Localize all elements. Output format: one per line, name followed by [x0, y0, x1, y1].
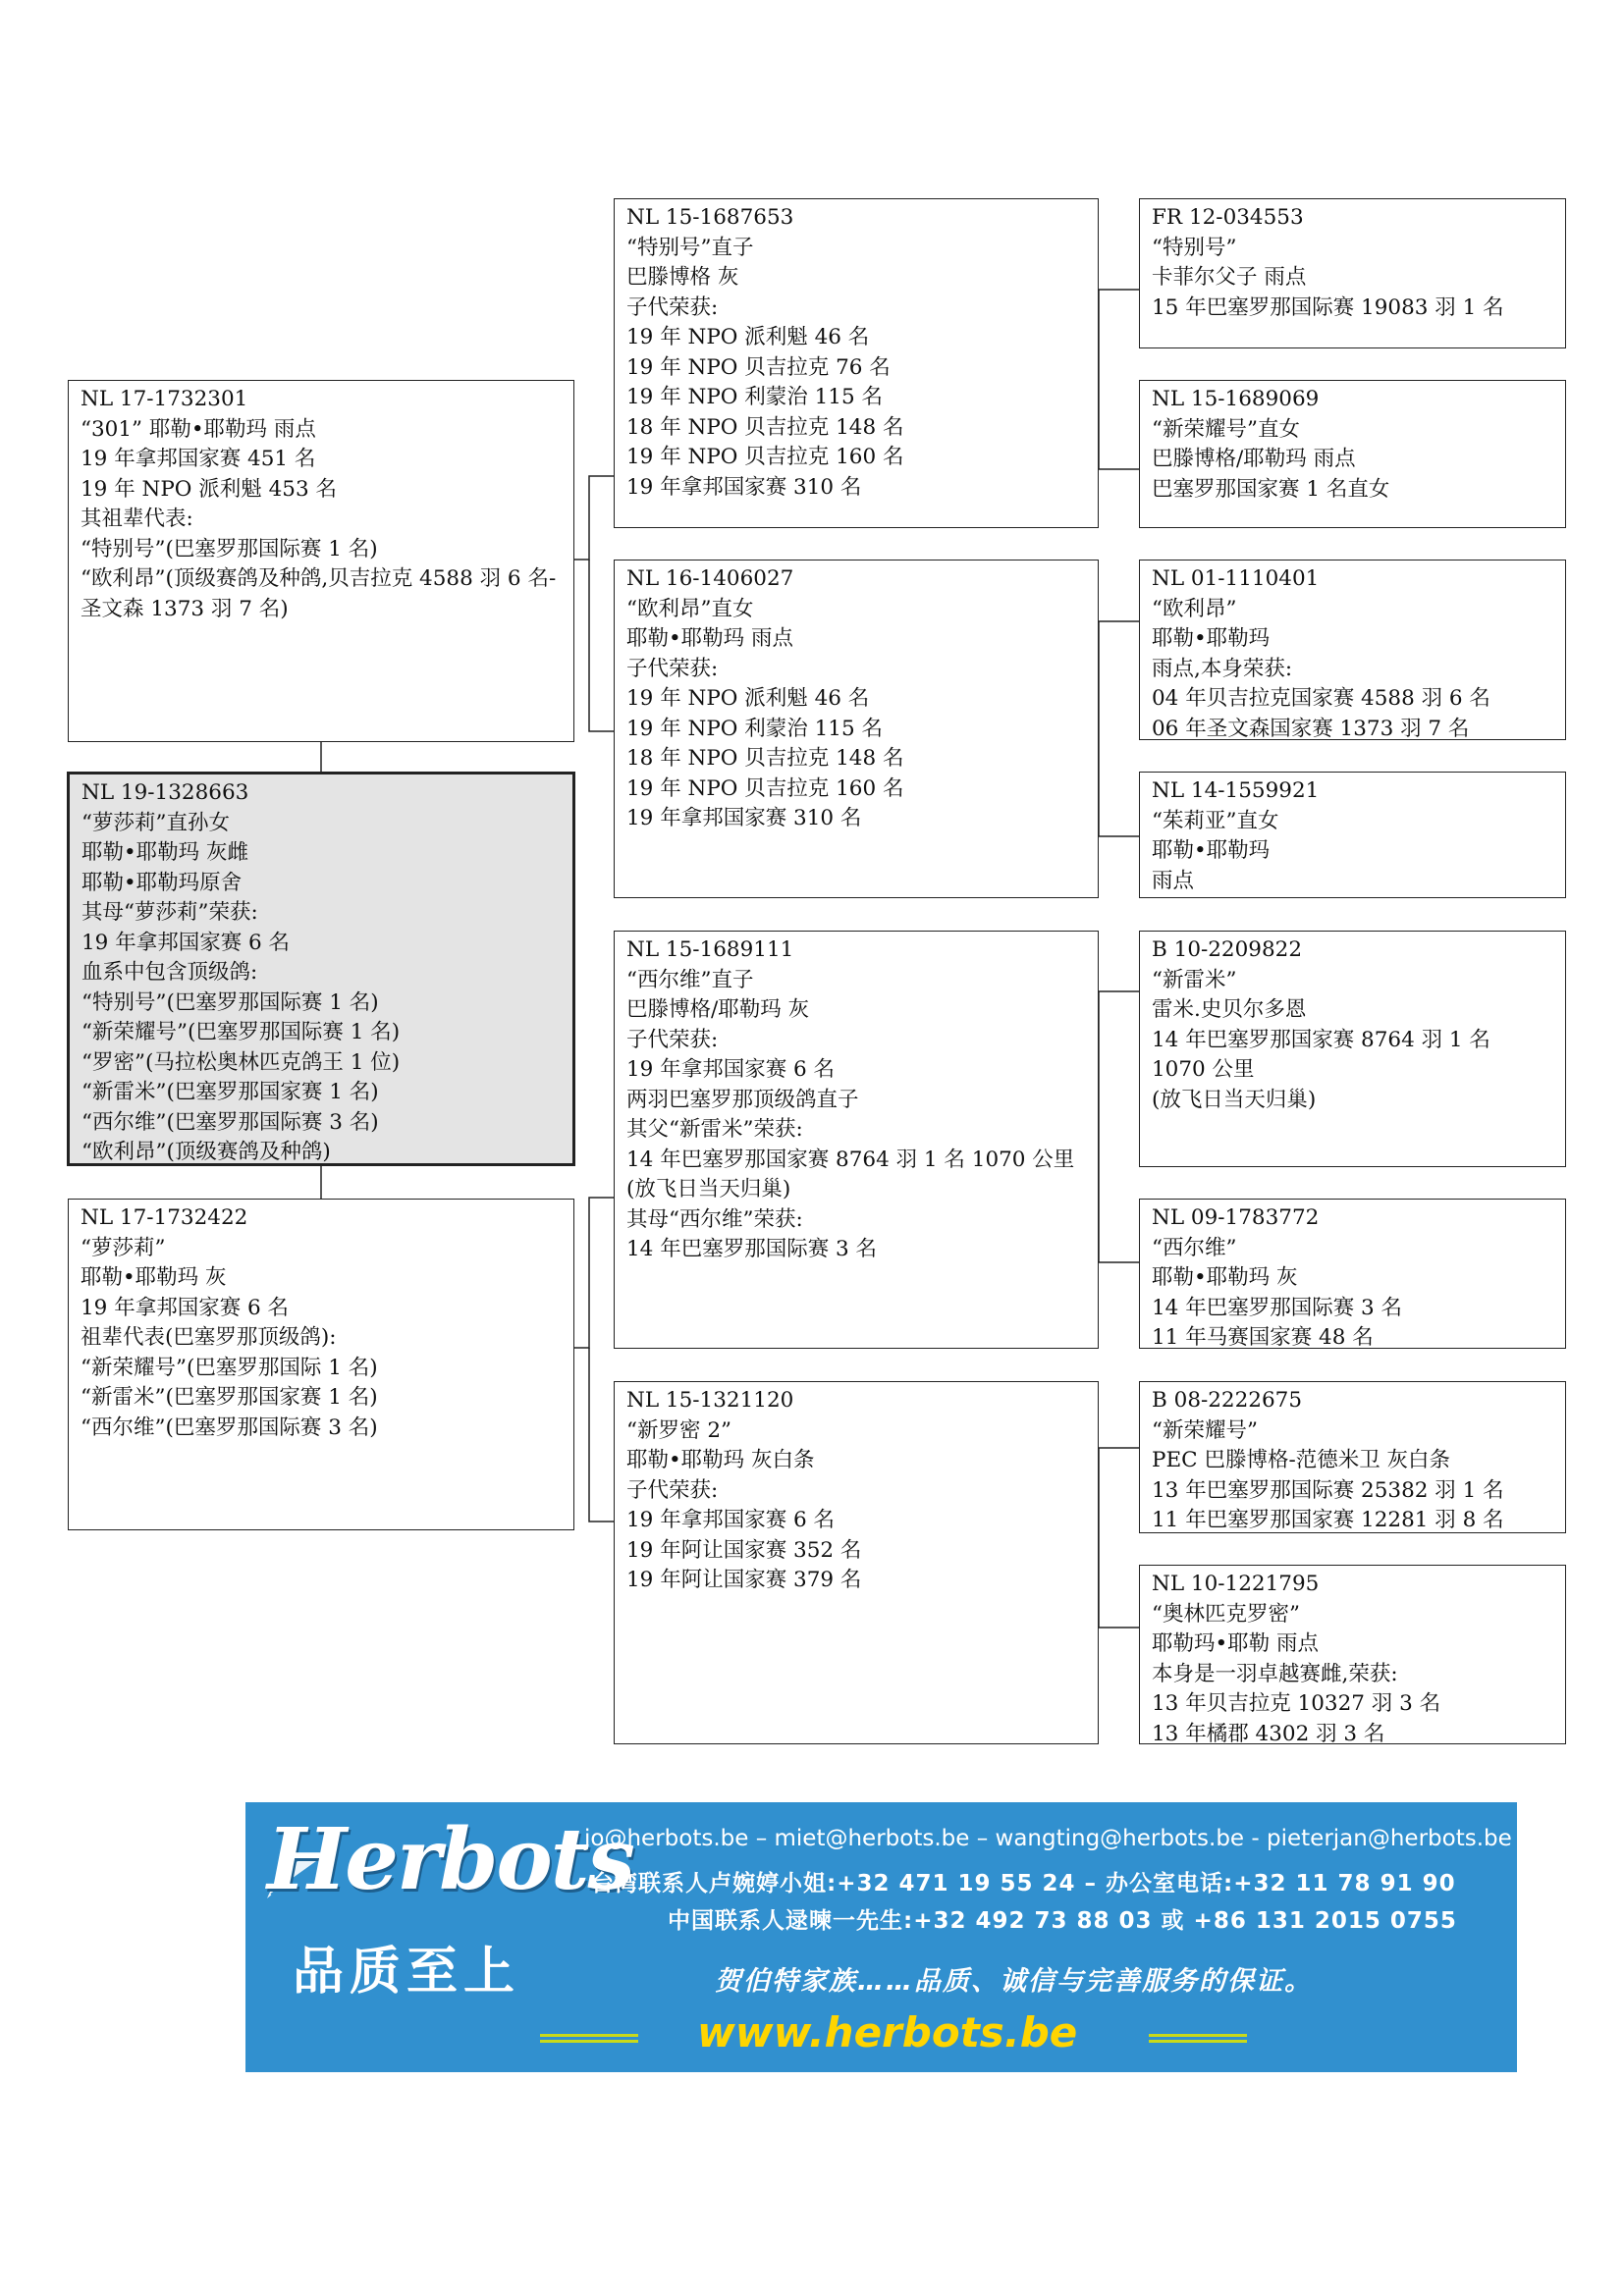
card-line: 19 年 NPO 派利魁 46 名 [626, 686, 870, 711]
great-grandparent-card-2 [1139, 380, 1566, 528]
ring-number: NL 17-1732422 [81, 1205, 248, 1230]
card-line: “奥林匹克罗密” [1152, 1601, 1300, 1627]
card-line: “西尔维” [1152, 1235, 1237, 1260]
herbots-banner [245, 1802, 1517, 2072]
card-line: 两羽巴塞罗那顶级鸽直子 [626, 1087, 859, 1112]
card-line: “特别号”(巴塞罗那国际赛 1 名) [81, 989, 379, 1015]
great-grandparent-card-6 [1139, 1199, 1566, 1349]
herbots-logo: Herbots [267, 1810, 633, 1909]
card-line: 子代荣获: [626, 1027, 719, 1052]
card-line: 13 年橘郡 4302 羽 3 名 [1152, 1721, 1385, 1744]
great-grandparent-card-1 [1139, 198, 1566, 348]
card-line: “特别号” [1152, 235, 1237, 260]
card-line: “罗密”(马拉松奥林匹克鸽王 1 位) [81, 1049, 401, 1075]
slogan-text: 品质至上 [293, 1943, 521, 2002]
card-line: 1070 公里 [1152, 1057, 1255, 1082]
card-line: 耶勒玛•耶勒 雨点 [1152, 1631, 1320, 1656]
granddam-dam-card [614, 1381, 1099, 1744]
card-line: 其祖辈代表: [81, 507, 193, 531]
card-line: 19 年 NPO 贝吉拉克 160 名 [626, 445, 904, 469]
right-divider [1149, 2034, 1247, 2043]
card-line: “萝莎莉”直孙女 [81, 810, 230, 835]
card-line: “欧利昂”(顶级赛鸽及种鸽,贝吉拉克 4588 羽 6 名-圣文森 1373 羽 7 名) [81, 566, 557, 621]
taiwan-contact: 台湾联系人卢婉婷小姐:+32 471 19 55 24 – 办公室电话:+32 11 78 91 90 [591, 1871, 1456, 1896]
card-line: 巴塞罗那国家赛 1 名直女 [1152, 476, 1390, 502]
card-line: 19 年 NPO 派利魁 453 名 [81, 476, 337, 502]
card-line: (放飞日当天归巢) [626, 1177, 791, 1201]
great-grandparent-card-8 [1139, 1565, 1566, 1744]
card-line: 19 年 NPO 利蒙治 115 名 [626, 716, 883, 741]
card-line: 19 年 NPO 贝吉拉克 160 名 [626, 775, 904, 801]
card-line: 18 年 NPO 贝吉拉克 148 名 [626, 414, 904, 440]
card-line: “西尔维”(巴塞罗那国际赛 3 名) [81, 1415, 378, 1440]
card-line: 雨点,本身荣获: [1152, 656, 1293, 681]
card-line: 14 年巴塞罗那国际赛 3 名 [1152, 1295, 1403, 1320]
ring-number: NL 17-1732301 [81, 387, 248, 411]
card-line: 耶勒•耶勒玛 雨点 [626, 626, 794, 651]
card-line: “欧利昂”直女 [626, 596, 754, 621]
card-line: “新荣耀号”(巴塞罗那国际 1 名) [81, 1355, 378, 1380]
card-line: 13 年贝吉拉克 10327 羽 3 名 [1152, 1691, 1441, 1716]
card-line: PEC 巴滕博格-范德米卫 灰白条 [1152, 1448, 1451, 1472]
card-line: 14 年巴塞罗那国际赛 3 名 [626, 1237, 878, 1261]
card-line: 子代荣获: [626, 656, 719, 681]
card-line: 19 年阿让国家赛 352 名 [626, 1537, 862, 1563]
card-line: 19 年 NPO 派利魁 46 名 [626, 325, 870, 349]
ring-number: NL 16-1406027 [626, 566, 794, 591]
ring-number: NL 01-1110401 [1152, 566, 1320, 591]
card-line: 耶勒•耶勒玛 灰雌 [81, 840, 249, 865]
card-line: “西尔维”(巴塞罗那国际赛 3 名) [81, 1109, 379, 1135]
card-line: 19 年拿邦国家赛 451 名 [81, 447, 316, 471]
card-line: 巴滕博格/耶勒玛 灰 [626, 997, 810, 1022]
card-line: “新雷米”(巴塞罗那国家赛 1 名) [81, 1385, 378, 1410]
ring-number: NL 09-1783772 [1152, 1205, 1320, 1230]
card-line: 19 年 NPO 贝吉拉克 76 名 [626, 354, 891, 380]
card-line: 19 年 NPO 利蒙治 115 名 [626, 385, 883, 409]
card-line: 11 年巴塞罗那国家赛 12281 羽 8 名 [1152, 1508, 1504, 1532]
card-line: 15 年巴塞罗那国际赛 19083 羽 1 名 [1152, 294, 1504, 320]
card-line: “欧利昂” [1152, 596, 1237, 621]
card-line: 14 年巴塞罗那国家赛 8764 羽 1 名 1070 公里 [626, 1147, 1075, 1172]
card-line: 子代荣获: [626, 294, 719, 320]
ring-number: B 08-2222675 [1152, 1388, 1303, 1413]
ring-number: B 10-2209822 [1152, 937, 1303, 962]
grandsire-dam-card [614, 931, 1099, 1349]
ring-number: NL 19-1328663 [81, 780, 249, 805]
ring-number: NL 15-1687653 [626, 205, 794, 230]
card-line: 19 年拿邦国家赛 6 名 [626, 1508, 836, 1532]
card-line: 血系中包含顶级鸽: [81, 960, 258, 985]
great-grandparent-card-5 [1139, 931, 1566, 1167]
motto-text: 贺伯特家族……品质、诚信与完善服务的保证。 [715, 1966, 1313, 1997]
card-line: “特别号”(巴塞罗那国际赛 1 名) [81, 536, 378, 561]
card-line: 耶勒•耶勒玛 灰 [81, 1265, 227, 1290]
granddam-sire-card [614, 560, 1099, 898]
card-line: “301” 耶勒•耶勒玛 雨点 [81, 416, 316, 442]
card-line: “萝莎莉” [81, 1235, 166, 1260]
ring-number: NL 15-1689069 [1152, 387, 1320, 411]
card-line: 子代荣获: [626, 1477, 719, 1503]
card-line: 19 年阿让国家赛 379 名 [626, 1568, 862, 1592]
card-line: 本身是一羽卓越赛雌,荣获: [1152, 1661, 1398, 1686]
ring-number: NL 15-1321120 [626, 1388, 794, 1413]
card-line: “特别号”直子 [626, 235, 754, 260]
great-grandparent-card-3 [1139, 560, 1566, 740]
website-link[interactable]: www.herbots.be [697, 2008, 1078, 2056]
card-line: “新罗密 2” [626, 1417, 731, 1443]
card-line: 雷米.史贝尔多恩 [1152, 997, 1307, 1022]
great-grandparent-card-4 [1139, 772, 1566, 898]
contact-emails[interactable]: jo@herbots.be – miet@herbots.be – wangting@herbots.be - pieterjan@herbots.be [584, 1826, 1512, 1851]
card-line: 卡菲尔父子 雨点 [1152, 265, 1307, 290]
ring-number: NL 14-1559921 [1152, 778, 1320, 803]
subject-card [67, 772, 575, 1166]
sire-card [68, 380, 574, 742]
card-line: 祖辈代表(巴塞罗那顶级鸽): [81, 1325, 337, 1350]
card-line: 耶勒•耶勒玛 [1152, 626, 1271, 651]
china-contact: 中国联系人逯暕一先生:+32 492 73 88 03 或 +86 131 2015 0755 [668, 1908, 1457, 1934]
ring-number: FR 12-034553 [1152, 205, 1304, 230]
dam-card [68, 1199, 574, 1530]
card-line: 14 年巴塞罗那国家赛 8764 羽 1 名 [1152, 1027, 1490, 1052]
card-line: 其母“萝莎莉”荣获: [81, 900, 258, 925]
card-line: 耶勒•耶勒玛原舍 [81, 870, 243, 895]
grandsire-sire-card [614, 198, 1099, 528]
card-line: “新雷米” [1152, 967, 1237, 992]
card-line: “茱莉亚”直女 [1152, 808, 1279, 833]
ring-number: NL 15-1689111 [626, 937, 794, 962]
card-line: 19 年拿邦国家赛 6 名 [81, 1295, 290, 1320]
card-line: 19 年拿邦国家赛 310 名 [626, 474, 862, 500]
card-line: 雨点 [1152, 868, 1195, 893]
card-line: 19 年拿邦国家赛 6 名 [626, 1057, 836, 1082]
card-line: 巴滕博格/耶勒玛 雨点 [1152, 447, 1356, 471]
card-line: (放飞日当天归巢) [1152, 1087, 1317, 1112]
card-line: 耶勒•耶勒玛 灰 [1152, 1265, 1298, 1290]
card-line: “新荣耀号” [1152, 1417, 1258, 1443]
left-divider [540, 2034, 638, 2043]
great-grandparent-card-7 [1139, 1381, 1566, 1533]
card-line: “欧利昂”(顶级赛鸽及种鸽) [81, 1140, 331, 1164]
card-line: 06 年圣文森国家赛 1373 羽 7 名 [1152, 716, 1470, 740]
card-line: 19 年拿邦国家赛 310 名 [626, 806, 862, 830]
card-line: 19 年拿邦国家赛 6 名 [81, 930, 291, 955]
card-line: 其父“新雷米”荣获: [626, 1117, 803, 1142]
ring-number: NL 10-1221795 [1152, 1572, 1320, 1596]
card-line: 11 年马赛国家赛 48 名 [1152, 1325, 1374, 1349]
card-line: 耶勒•耶勒玛 [1152, 838, 1271, 863]
card-line: 耶勒•耶勒玛 灰白条 [626, 1448, 815, 1472]
card-line: 其母“西尔维”荣获: [626, 1206, 803, 1232]
card-line: “新荣耀号”直女 [1152, 416, 1300, 442]
card-line: 18 年 NPO 贝吉拉克 148 名 [626, 746, 904, 771]
card-line: “新荣耀号”(巴塞罗那国际赛 1 名) [81, 1020, 401, 1044]
card-line: “西尔维”直子 [626, 967, 754, 992]
card-line: 04 年贝吉拉克国家赛 4588 羽 6 名 [1152, 686, 1490, 711]
card-line: “新雷米”(巴塞罗那国家赛 1 名) [81, 1080, 379, 1104]
card-line: 巴滕博格 灰 [626, 265, 739, 290]
card-line: 13 年巴塞罗那国际赛 25382 羽 1 名 [1152, 1477, 1504, 1503]
